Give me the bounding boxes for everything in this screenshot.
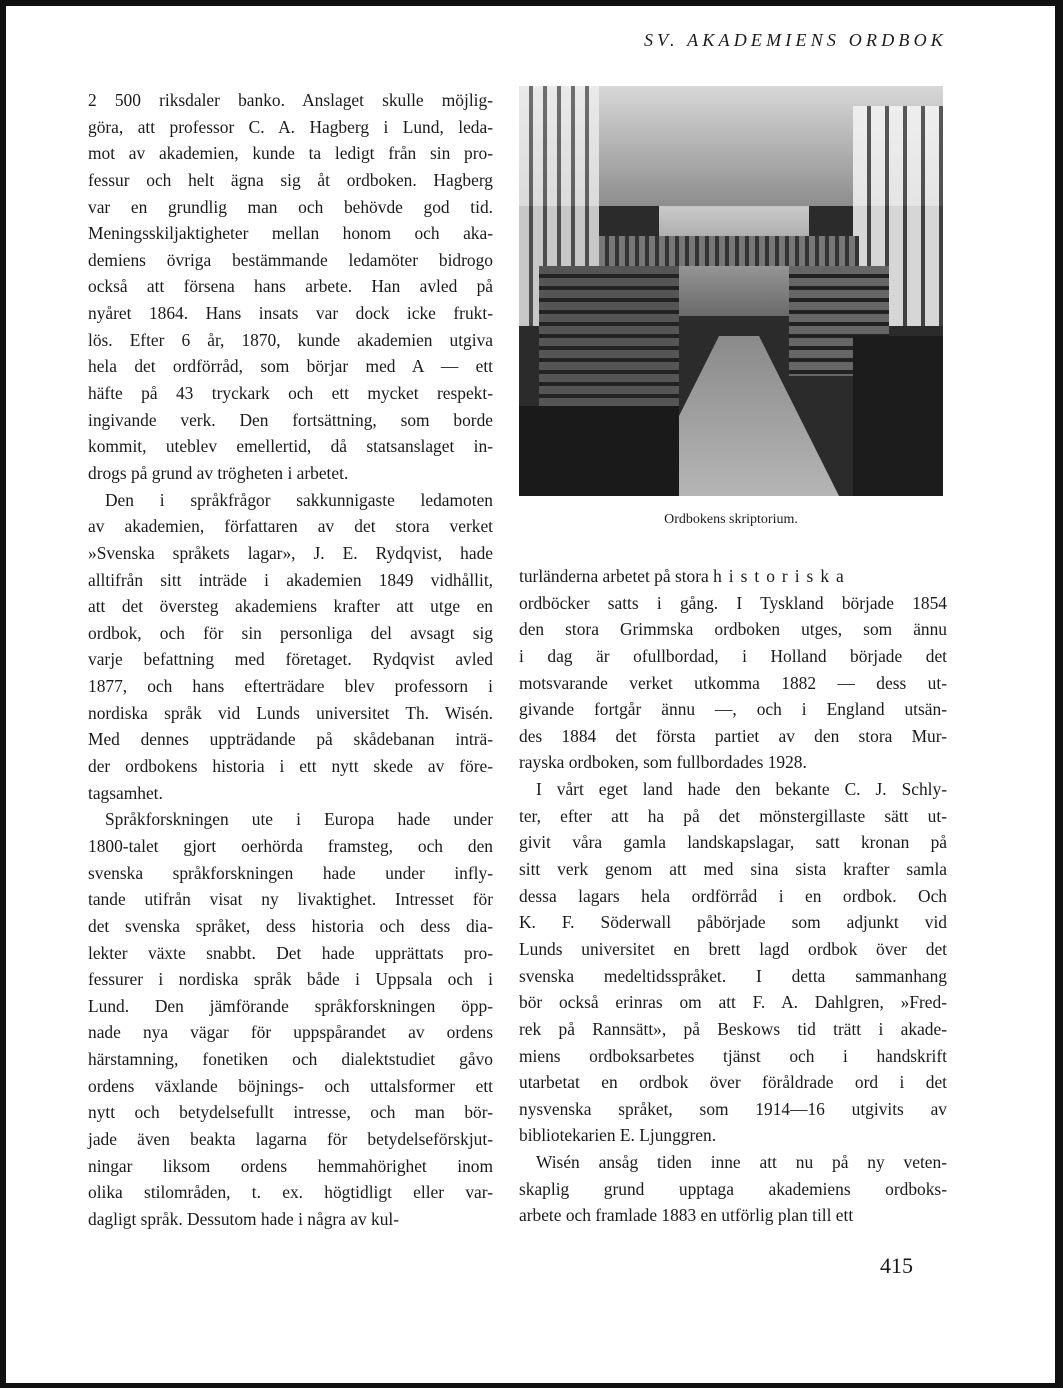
text-line: också att försena hans arbete. Han avled på bbox=[88, 276, 493, 297]
text-line: nysvenska språket, som 1914—16 utgivits av bbox=[519, 1098, 947, 1119]
figure-photo-scriptorium bbox=[519, 86, 943, 496]
text-line bbox=[519, 563, 947, 590]
text-line: ordens växlande böjnings- och uttalsformer ett bbox=[88, 1075, 493, 1096]
text-line: des 1884 det första partiet av den stora Mur- bbox=[519, 725, 947, 746]
text-line: Lund. Den jämförande språkforskningen öpp- bbox=[88, 995, 493, 1016]
text-segment: turländerna arbetet på stora bbox=[519, 566, 714, 586]
text-line: Wisén ansåg tiden inne att nu på ny veten- bbox=[536, 1152, 947, 1173]
text-line: nyåret 1864. Hans insats var dock icke frukt- bbox=[88, 303, 493, 324]
paragraph bbox=[519, 776, 947, 1149]
scan-border-bottom bbox=[0, 1383, 1063, 1388]
text-line: fessur och helt ägna sig åt ordboken. Hagberg bbox=[88, 169, 493, 190]
text-line: Meningsskiljaktigheter mellan honom och aka- bbox=[88, 223, 493, 244]
text-line: hela det ordförråd, som börjar med A — ett bbox=[88, 356, 493, 377]
text-line: demiens övriga bestämmande ledamöter bidrogo bbox=[88, 249, 493, 270]
text-line: svenska medeltidsspråket. I detta sammanhang bbox=[519, 965, 947, 986]
text-line: tagsamhet. bbox=[88, 782, 163, 803]
text-line: 1800-talet gjort oerhörda framsteg, och den bbox=[88, 835, 493, 856]
scan-border-left bbox=[0, 0, 6, 1388]
text-line: arbete och framlade 1883 en utförlig plan till ett bbox=[519, 1205, 854, 1226]
text-line: av akademien, författaren av det stora verket bbox=[88, 516, 493, 537]
text-line: miens ordboksarbetes tjänst och i handskrift bbox=[519, 1045, 947, 1066]
paragraph bbox=[519, 1149, 947, 1229]
text-line: bibliotekarien E. Ljunggren. bbox=[519, 1125, 717, 1146]
text-line: dagligt språk. Dessutom hade i några av kul- bbox=[88, 1208, 400, 1229]
text-line: drogs på grund av trögheten i arbetet. bbox=[88, 462, 349, 483]
text-line: Lunds universitet en brett lagd ordbok över det bbox=[519, 938, 947, 959]
text-line: 1877, och hans efterträdare blev professorn i bbox=[88, 676, 493, 697]
left-column bbox=[88, 87, 493, 1233]
text-line: olika stilområden, t. ex. högtidligt eller var- bbox=[88, 1182, 493, 1203]
text-line: fessurer i nordiska språk både i Uppsala och i bbox=[88, 969, 493, 990]
text-line: härstamning, fonetiken och dialektstudiet gåvo bbox=[88, 1049, 493, 1070]
text-line: kommit, uteblev emellertid, då statsanslaget in- bbox=[88, 436, 493, 457]
text-line: nade nya vägar för uppspårandet av ordens bbox=[88, 1022, 493, 1043]
spaced-emphasis: historiska bbox=[713, 566, 851, 586]
text-line: var en grundlig man och behövde god tid. bbox=[88, 196, 493, 217]
text-line: det svenska språket, dess historia och dess dia- bbox=[88, 915, 493, 936]
text-line: häfte på 43 tryckark och ett mycket respekt- bbox=[88, 383, 493, 404]
figure-caption: Ordbokens skriptorium. bbox=[664, 512, 798, 527]
text-line: 2 500 riksdaler banko. Anslaget skulle möjlig- bbox=[88, 90, 493, 110]
text-line: lös. Efter 6 år, 1870, kunde akademien utgiva bbox=[88, 329, 493, 350]
text-line: i dag är ofullbordad, i Holland började det bbox=[519, 645, 947, 666]
text-line: givande fortgår ännu —, och i England utsän- bbox=[519, 699, 947, 720]
text-line: givit våra gamla landskapslagar, satt kronan på bbox=[519, 832, 947, 853]
text-line: nordiska språk vid Lunds universitet Th. Wisén. bbox=[88, 702, 493, 723]
text-line: nytt och betydelsefullt intresse, och man bör- bbox=[88, 1102, 493, 1123]
text-line: sitt verk genom att med sina sista krafter samla bbox=[519, 859, 947, 880]
text-line: rek på Rannsätt», på Beskows tid trätt i akade- bbox=[519, 1018, 947, 1039]
right-column bbox=[519, 563, 947, 1229]
text-line: utarbetat en ordbok över föråldrade ord i det bbox=[519, 1072, 947, 1093]
text-line: den stora Grimmska ordboken utges, som ännu bbox=[519, 619, 947, 640]
text-line: ningar liksom ordens hemmahörighet inom bbox=[88, 1155, 493, 1176]
text-line: tande utifrån visat ny livaktighet. Intresset för bbox=[88, 889, 493, 910]
text-line: der ordbokens historia i ett nytt skede av före- bbox=[88, 756, 493, 777]
text-line: lekter växte snabbt. Det hade upprättats pro- bbox=[88, 942, 493, 963]
text-line: alltifrån sitt inträde i akademien 1849 vidhållit, bbox=[88, 569, 493, 590]
text-line: att det översteg akademiens krafter att utge en bbox=[88, 596, 493, 617]
scan-border-top bbox=[0, 0, 1063, 6]
text-line: I vårt eget land hade den bekante C. J. Schly- bbox=[536, 779, 947, 800]
running-head: SV. AKADEMIENS ORDBOK bbox=[643, 30, 947, 50]
page-number: 415 bbox=[880, 1253, 913, 1278]
paragraph bbox=[88, 487, 493, 807]
scan-border-right bbox=[1055, 0, 1063, 1388]
text-line: rayska ordboken, som fullbordades 1928. bbox=[519, 752, 807, 773]
text-line: varje befattning med företaget. Rydqvist avled bbox=[88, 649, 493, 670]
text-line: dessa lagars hela ordförråd i en ordbok. Och bbox=[519, 885, 947, 906]
text-line: ordböcker satts i gång. I Tyskland började 1854 bbox=[519, 592, 947, 613]
text-line: ordbok, och för sin personliga del avsagt sig bbox=[88, 622, 493, 643]
text-line: Den i språkfrågor sakkunnigaste ledamoten bbox=[105, 489, 493, 510]
text-line: göra, att professor C. A. Hagberg i Lund, leda- bbox=[88, 116, 493, 137]
paragraph bbox=[88, 87, 493, 487]
text-line: bör också erinras om att F. A. Dahlgren, »Fred- bbox=[519, 992, 947, 1013]
text-line: ingivande verk. Den fortsättning, som borde bbox=[88, 409, 493, 430]
text-line: mot av akademien, kunde ta ledigt från sin pro- bbox=[88, 143, 493, 164]
text-line: jade även beakta lagarna för betydelseförskjut- bbox=[88, 1128, 493, 1149]
text-line: K. F. Söderwall påbörjade som adjunkt vid bbox=[519, 912, 947, 933]
text-line: motsvarande verket utkomma 1882 — dess ut- bbox=[519, 672, 947, 693]
text-line: Språkforskningen ute i Europa hade under bbox=[105, 809, 493, 830]
paragraph bbox=[88, 806, 493, 1232]
text-line: Med dennes uppträdande på skådebanan inträ- bbox=[88, 729, 493, 750]
text-line: ter, efter att ha på det mönstergillaste sätt ut- bbox=[519, 805, 947, 826]
text-line: skaplig grund upptaga akademiens ordboks- bbox=[519, 1178, 947, 1199]
text-line: »Svenska språkets lagar», J. E. Rydqvist, hade bbox=[88, 542, 493, 563]
text-line: svenska språkforskningen hade under infly- bbox=[88, 862, 493, 883]
paragraph bbox=[519, 563, 947, 776]
